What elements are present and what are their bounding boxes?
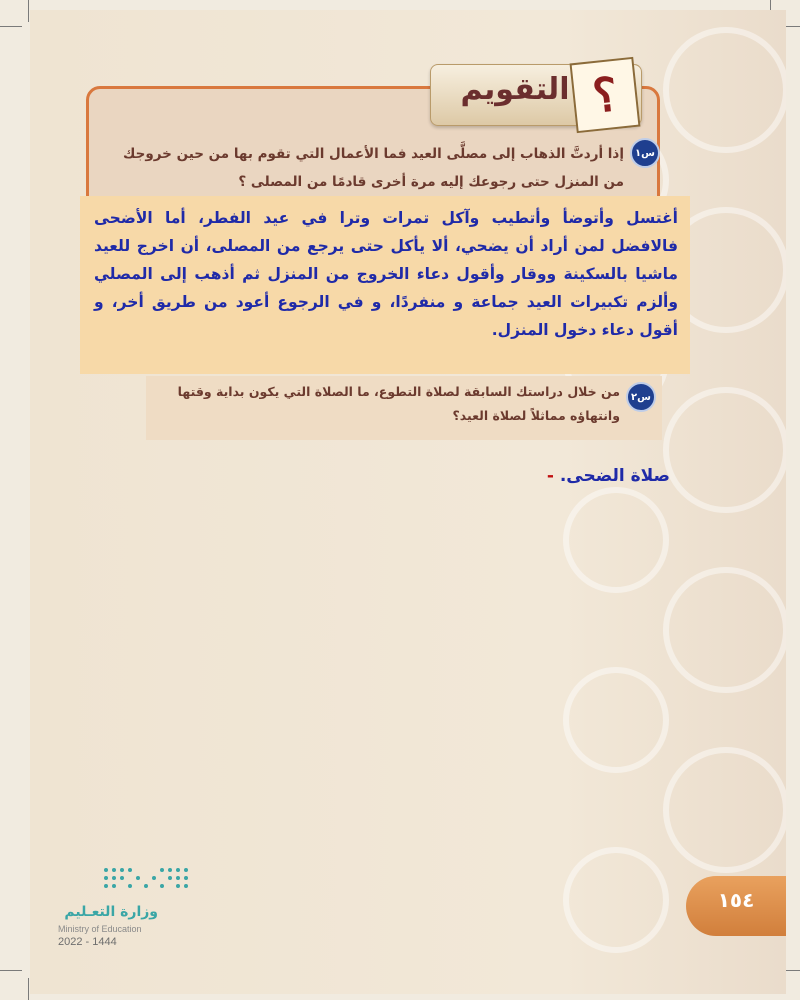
- crop-mark: [0, 26, 22, 27]
- answer-2-dash: -: [546, 466, 554, 486]
- ministry-name-english: Ministry of Education: [58, 924, 142, 934]
- answer-2: [470, 466, 670, 486]
- question-1-badge: س١: [630, 138, 660, 168]
- ministry-logo-icon: [100, 864, 192, 896]
- question-1-text: إذا أردتَّ الذهاب إلى مصلَّى العيد فما الأعمال التي تقوم بها من حين خروجك من المنزل حتى رجوعك إليه مرة أخرى قادمًا من المصلى ؟: [123, 146, 624, 190]
- answer-2-text: صلاة الضحى.: [559, 466, 670, 486]
- answer-1-text: أغتسل وأتوضأ وأتطيب وآكل تمرات وترا في عيد الفطر، أما الأضحى فالافضل لمن أراد أن يضحي، ألا يأكل حتى يرجع من المصلى، أن اخرج للعيد ماشيا بالسكينة ووقار وأقول دعاء الخروج من المنزل ثم أذهب إلى المصلي وألزم تكبيرات العيد جماعة و منفردًا، و في الرجوع أعود من طريق أخر، و أقول دعاء دخول المنزل.: [94, 209, 678, 339]
- question-mark-icon: ؟: [570, 57, 641, 133]
- page-number: ١٥٤: [717, 888, 755, 912]
- question-2-text: من خلال دراستك السابقة لصلاة التطوع، ما الصلاة التي يكون بداية وقتها وانتهاؤه مماثلاً لصلاة العيد؟: [177, 384, 620, 423]
- edition-year: 2022 - 1444: [58, 936, 117, 948]
- crop-mark: [28, 978, 29, 1000]
- section-title: التقويم: [460, 72, 570, 107]
- crop-mark: [0, 970, 22, 971]
- question-2-badge: س٢: [626, 382, 656, 412]
- ministry-name-arabic: وزارة التعـليم: [64, 904, 158, 920]
- crop-mark: [28, 0, 29, 22]
